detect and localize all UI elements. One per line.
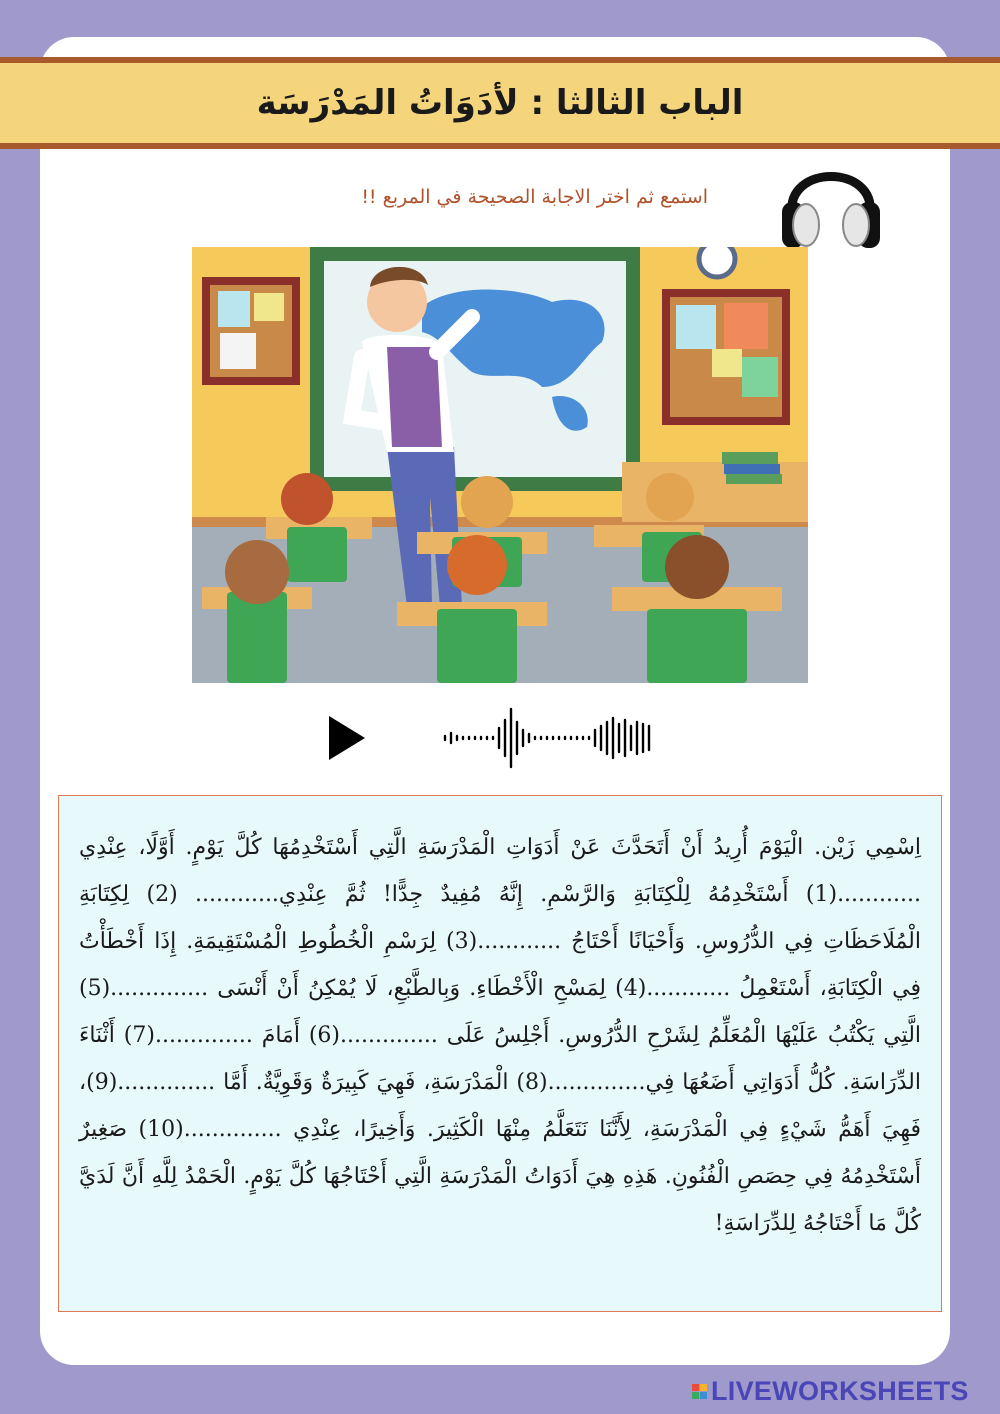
logo-square-blue xyxy=(700,1392,707,1399)
play-button[interactable] xyxy=(325,712,369,764)
classroom-illustration xyxy=(192,247,808,683)
passage-text: اِسْمِي زَيْن. الْيَوْمَ أُرِيدُ أَنْ أَتَحَدَّثَ عَنْ أَدَوَاتِ الْمَدْرَسَةِ الَّتِي أَسْتَخْدِمُهَا كُلَّ يَوْمٍ. أَوَّلًا، عِنْدِي ............(1) أَسْتَخْدِمُهُ لِلْكِتَابَةِ وَالرَّسْمِ. إِنَّهُ مُفِيدٌ جِدًّا! ثُمَّ عِنْدِي............ (2) لِكِتَابَةِ الْمُلَاحَظَاتِ فِي الدُّرُوسِ. وَأَحْيَانًا أَحْتَاجُ ............(3) لِرَسْمِ الْخُطُوطِ الْمُسْتَقِيمَةِ. إِذَا أَخْطَأْتُ فِي الْكِتَابَةِ، أَسْتَعْمِلُ ............(4) لِمَسْحِ الْأَخْطَاءِ. وَبِالطَّبْعِ، لَا يُمْكِنُ أَنْ أَنْسَى ..............(5) الَّتِي يَكْتُبُ عَلَيْهَا الْمُعَلِّمُ لِشَرْحِ الدُّرُوسِ. أَجْلِسُ عَلَى ..............(6) أَمَامَ ..............(7) أَثْنَاءَ الدِّرَاسَةِ. كُلُّ أَدَوَاتِي أَضَعُهَا فِي..............(8) الْمَدْرَسَةِ، فَهِيَ كَبِيرَةٌ وَقَوِيَّةٌ. أَمَّا ..............(9)، فَهِيَ أَهَمُّ شَيْءٍ فِي الْمَدْرَسَةِ، لِأَنَّنَا نَتَعَلَّمُ مِنْهَا الْكَثِيرَ. وَأَخِيرًا، عِنْدِي ..............(10) صَغِيرٌ أَسْتَخْدِمُهُ فِي حِصَصِ الْفُنُونِ. هَذِهِ هِيَ أَدَوَاتُ الْمَدْرَسَةِ الَّتِي أَحْتَاجُهَا كُلَّ يَوْمٍ. الْحَمْدُ لِلَّهِ أَنَّ لَدَيَّ كُلَّ مَا أَحْتَاجُهُ لِلدِّرَاسَةِ! xyxy=(79,835,922,1236)
passage-box xyxy=(58,795,942,1312)
page-title: الباب الثالثا : لأدَوَاتُ المَدْرَسَة xyxy=(256,83,744,123)
liveworksheets-logo xyxy=(692,1376,969,1406)
logo-square-red xyxy=(692,1384,699,1391)
instruction-text: استمع ثم اختر الاجابة الصحيحة في المربع !! xyxy=(361,186,708,208)
logo-text: LIVEWORKSHEETS xyxy=(711,1375,969,1406)
title-banner xyxy=(0,57,1000,149)
logo-square-yellow xyxy=(700,1384,707,1391)
headphones-icon xyxy=(778,152,884,252)
logo-mark-icon xyxy=(692,1384,707,1399)
audio-waveform-icon[interactable] xyxy=(442,706,654,770)
logo-square-green xyxy=(692,1392,699,1399)
